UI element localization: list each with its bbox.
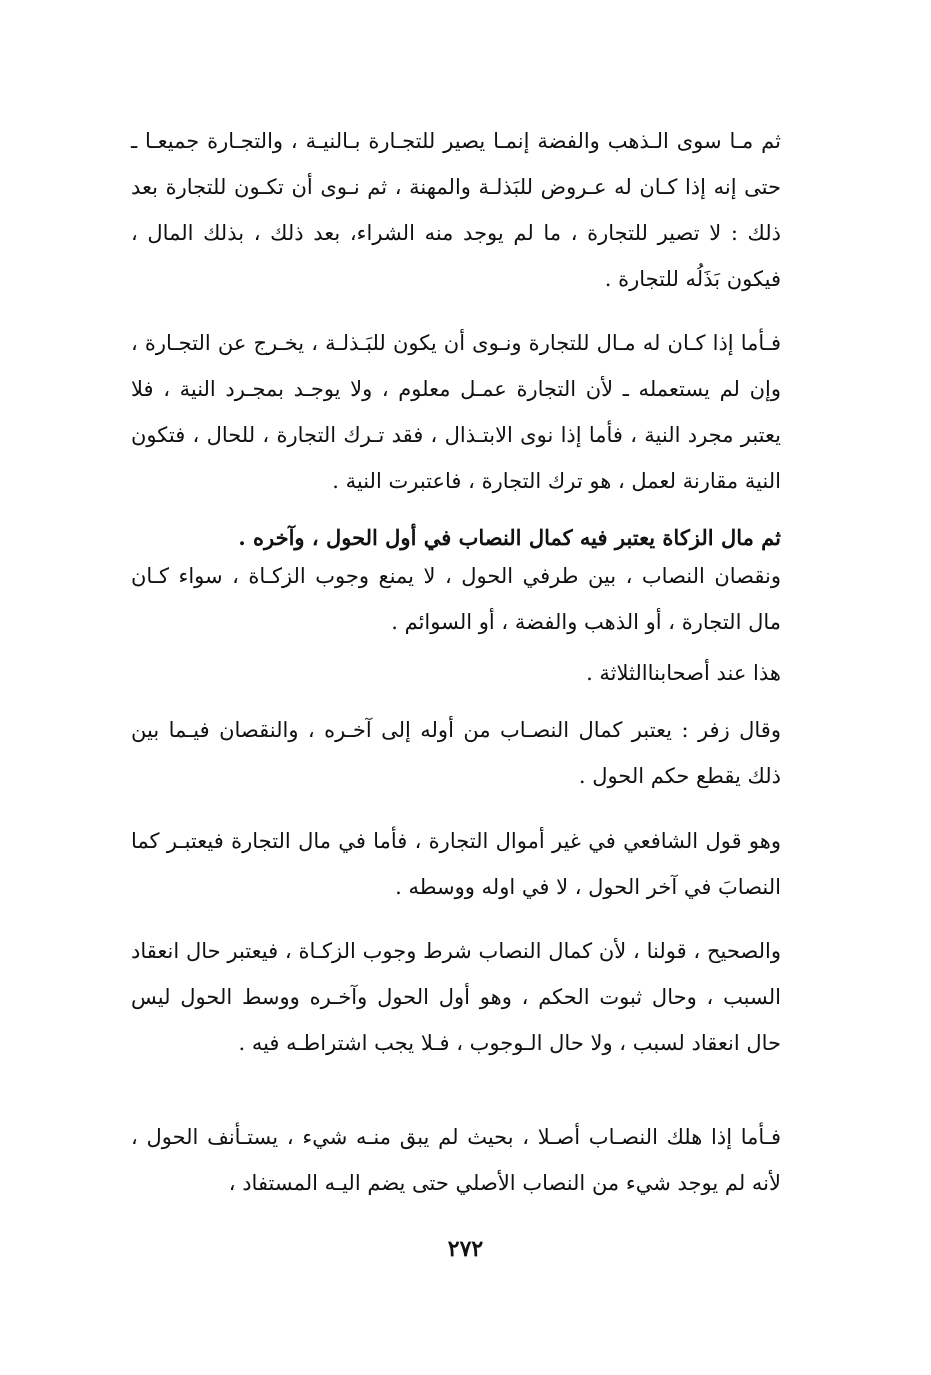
page-number: ٢٧٢ <box>447 1236 484 1262</box>
paragraph-shafii-opinion: وهو قول الشافعي في غير أموال التجارة ، فأما في مال التجارة فيعتبـر كما النصابَ في آخر الحول ، لا في اوله ووسطه . <box>131 829 781 899</box>
paragraph-zufar-opinion: وقال زفر : يعتبر كمال النصـاب من أوله إلى آخـره ، والنقصان فيـما بين ذلك يقطع حكم الحول . <box>131 718 781 788</box>
paragraph-nisab-reduction: ونقصان النصاب ، بين طرفي الحول ، لا يمنع وجوب الزكـاة ، سواء كـان مال التجارة ، أو الذهب والفضة ، أو السوائم . <box>131 564 781 634</box>
paragraph-nisab-loss: فـأما إذا هلك النصـاب أصـلا ، بحيث لم يبق منـه شيء ، يستـأنف الحول ، لأنه لم يوجد شيء من النصاب الأصلي حتى يضم اليـه المستفاد ، <box>131 1125 781 1195</box>
paragraph-correct-view: والصحيح ، قولنا ، لأن كمال النصاب شرط وجوب الزكـاة ، فيعتبر حال انعقاد السبب ، وحال ثبوت الحكم ، وهو أول الحول وآخـره ووسط الحول ليس حال انعقاد لسبب ، ولا حال الـوجوب ، فـلا يجب اشتراطـه فيه . <box>131 939 781 1055</box>
paragraph-use-intention: فـأما إذا كـان له مـال للتجارة ونـوى أن يكون للبَـذلـة ، يخـرج عن التجـارة ، وإن لم يستعمله ـ لأن التجارة عمـل معلوم ، ولا يوجـد بمجـرد النية ، فلا يعتبر مجرد النية ، فأما إذا نوى الابتـذال ، فقد تـرك التجارة ، للحال ، فتكون النية مقارنة لعمل ، هو ترك التجارة ، فاعتبرت النية . <box>131 331 781 493</box>
section-heading-nisab: ثم مال الزكاة يعتبر فيه كمال النصاب في أول الحول ، وآخره . <box>238 525 781 550</box>
paragraph-trade-intention: ثم مـا سوى الـذهب والفضة إنمـا يصير للتجـارة بـالنيـة ، والتجـارة جميعـا ـ حتى إنه إذا كـان له عـروض للبَذلـة والمهنة ، ثم نـوى أن تكـون للتجارة بعد ذلك : لا تصير للتجارة ، ما لم يوجد منه الشراء، بعد ذلك ، بذلك المال ، فيكون بَذَلُه للتجارة . <box>131 129 781 291</box>
paragraph-three-companions: هذا عند أصحابناالثلاثة . <box>586 661 781 685</box>
